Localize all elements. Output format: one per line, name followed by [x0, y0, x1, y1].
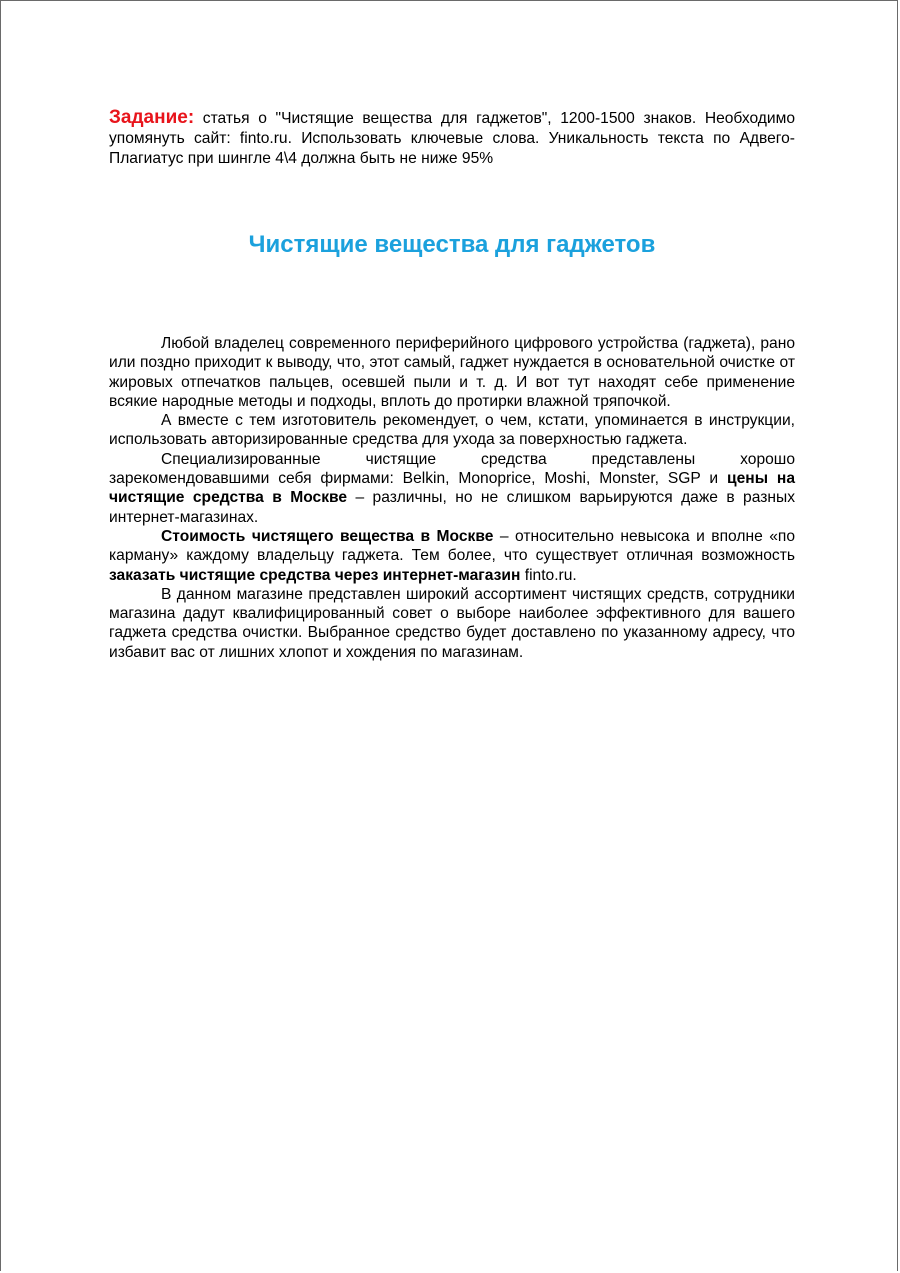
- paragraph-4-middle: – относительно невысока и вполне «по карману» каждому владельцу гаджета. Тем более, что существует отличная возможность: [109, 527, 795, 565]
- paragraph-3-end: – различны, но не слишком варьируются даже в разных интернет-магазинах.: [109, 489, 795, 526]
- keyword-cost: Стоимость чистящего вещества в Москве: [161, 527, 494, 545]
- paragraph-5: В данном магазине представлен широкий ассортимент чистящих средств, сотрудники магазина дадут квалифицированный совет о выборе наиболее эффективного для вашего гаджета средства очистки. Выбранное средство будет доставлено по указанному адресу, что избавит вас от лишних хлопот и хождения по магазинам.: [109, 585, 795, 661]
- paragraph-4: [109, 527, 795, 585]
- paragraph-3: [109, 450, 795, 527]
- keyword-prices: цены на чистящие средства в Москве: [109, 470, 796, 507]
- paragraph-2: А вместе с тем изготовитель рекомендует, о чем, кстати, упоминается в инструкции, использовать авторизированные средства для ухода за поверхностью гаджета.: [109, 412, 795, 449]
- keyword-order: заказать чистящие средства через интернет-магазин: [109, 566, 521, 584]
- paragraph-1: Любой владелец современного периферийного цифрового устройства (гаджета), рано или поздно приходит к выводу, что, этот самый, гаджет нуждается в основательной очистке от жировых отпечатков пальцев, осевшей пыли и т. д. И вот тут находят себе применение всякие народные методы и подходы, вплоть до протирки влажной тряпочкой.: [109, 335, 795, 410]
- task-text: статья о "Чистящие вещества для гаджетов", 1200-1500 знаков. Необходимо упомянуть сайт: finto.ru. Использовать ключевые слова. Уникальность текста по Адвего-Плагиатус при шингле 4\4 должна быть не ниже 95%: [109, 110, 795, 167]
- article-title: Чистящие вещества для гаджетов: [248, 231, 656, 258]
- task-label: Задание:: [109, 107, 195, 128]
- paragraph-4-end: finto.ru.: [520, 566, 577, 584]
- paragraph-3-start: Специализированные чистящие средства представлены хорошо зарекомендовавшими себя фирмами: Belkin, Monoprice, Moshi, Monster, SGP и: [109, 450, 795, 488]
- task-description: [109, 108, 795, 169]
- article-body: [109, 334, 795, 662]
